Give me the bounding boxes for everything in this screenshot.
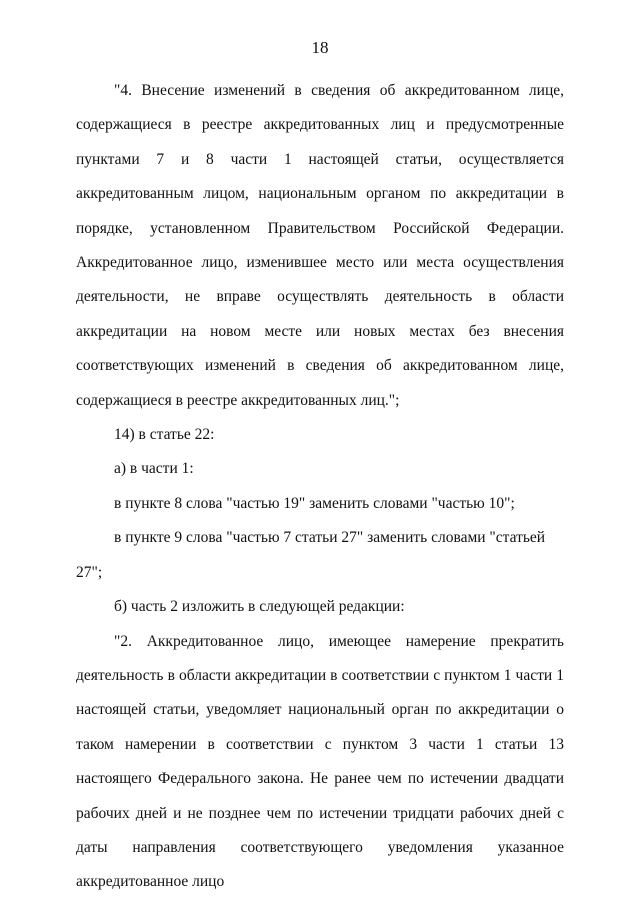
paragraph-point-8: в пункте 8 слова "частью 19" заменить словами "частью 10"; xyxy=(114,494,515,512)
paragraph-point-9: в пункте 9 слова "частью 7 статьи 27" заменить словами "статьей 27"; xyxy=(76,529,546,581)
paragraph-subitem-a: а) в части 1: xyxy=(114,460,194,478)
paragraph-amendment-4: "4. Внесение изменений в сведения об аккредитованном лице, содержащиеся в реестре аккредитованных лиц и предусмотренные пунктами 7 и 8 части 1 настоящей статьи, осуществляется аккредитованным лицом, национальным органом по аккредитации в порядке, установленном Правительством Российской Федерации. Аккредитованное лицо, изменившее место или места осуществления деятельности, не вправе осуществлять деятельность в области аккредитации на новом месте или новых местах без внесения соответствующих изменений в сведения об аккредитованном лице, содержащиеся в реестре аккредитованных лиц."; xyxy=(76,82,564,409)
paragraph-amendment-2: "2. Аккредитованное лицо, имеющее намерение прекратить деятельность в области аккредитации в соответствии с пунктом 1 части 1 настоящей статьи, уведомляет национальный орган по аккредитации о таком намерении в соответствии с пунктом 3 части 1 статьи 13 настоящего Федерального закона. Не ранее чем по истечении двадцати рабочих дней и не позднее чем по истечении тридцати рабочих дней с даты направления соответствующего уведомления указанное аккредитованное лицо xyxy=(76,632,564,891)
document-body xyxy=(76,74,564,900)
paragraph-subitem-b: б) часть 2 изложить в следующей редакции: xyxy=(114,598,405,616)
paragraph-item-14: 14) в статье 22: xyxy=(114,426,215,444)
page-number: 18 xyxy=(311,38,329,57)
